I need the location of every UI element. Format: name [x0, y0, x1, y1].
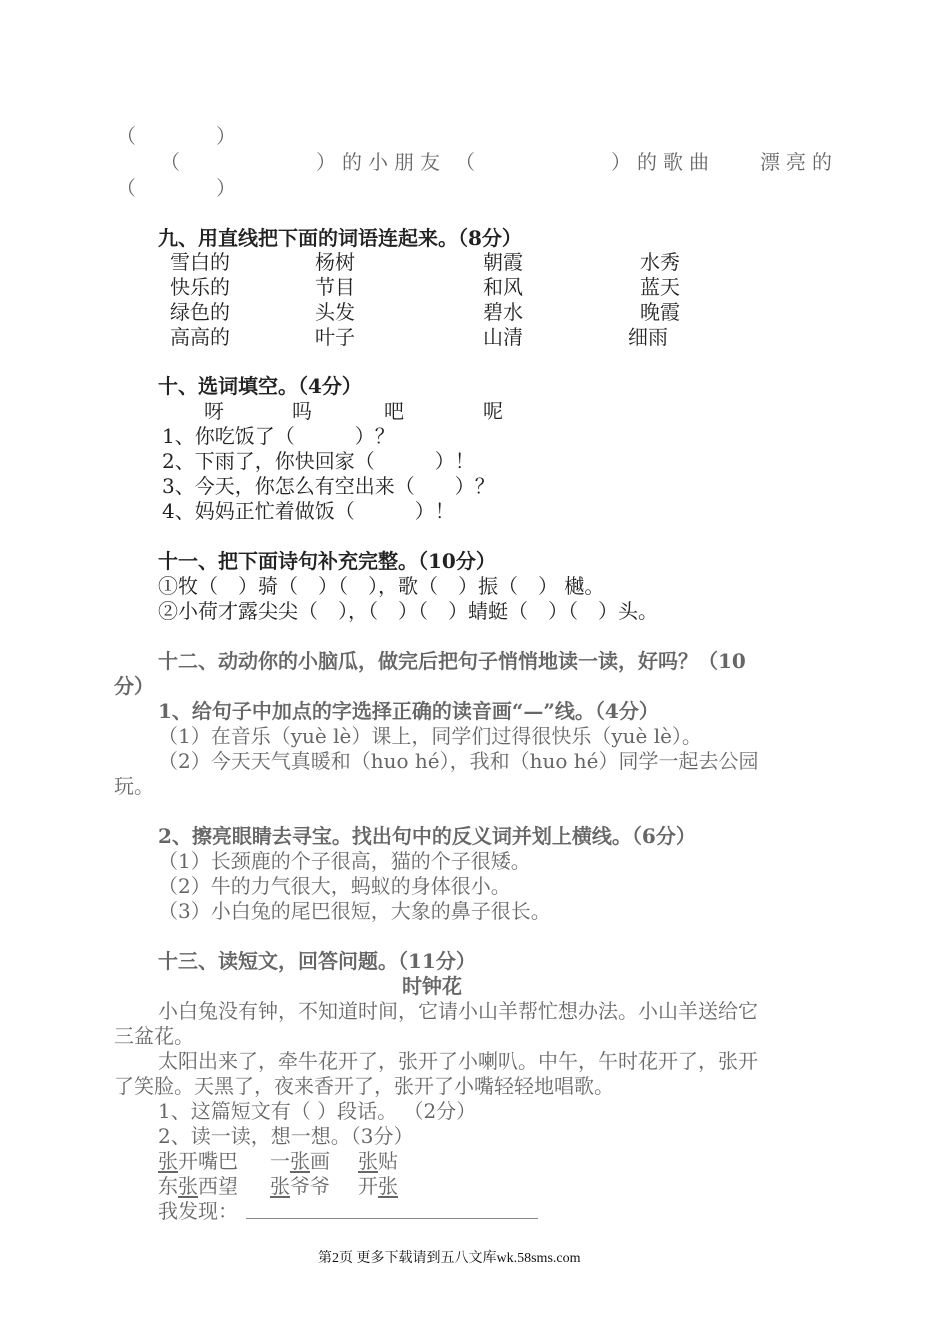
q9-word: 节目 — [315, 275, 355, 299]
q13-story-title: 时钟花 — [402, 974, 462, 998]
q9-title: 九、用直线把下面的词语连起来。（8分） — [158, 226, 522, 250]
q10-item: 4、妈妈正忙着做饭（ ）！ — [162, 499, 455, 523]
top-blank-little-friend: （ ）的小朋友 — [160, 150, 446, 174]
q12-sub2-title: 2、擦亮眼睛去寻宝。找出句中的反义词并划上横线。（6分） — [158, 824, 696, 848]
q9-word: 高高的 — [170, 325, 230, 349]
q12-title-cont: 分） — [114, 674, 154, 698]
q13-para2-cont: 了笑脸。天黑了，夜来香开了，张开了小嘴轻轻地唱歌。 — [114, 1074, 614, 1098]
top-blank-2: （ ） — [116, 176, 236, 200]
q9-word: 杨树 — [315, 250, 355, 274]
q11-line-2: ②小荷才露尖尖（ ），（ ）（ ）蜻蜓（ ）（ ）头。 — [158, 599, 658, 623]
q12-sub2-item: （2）牛的力气很大，蚂蚁的身体很小。 — [158, 874, 511, 898]
q12-sub2-item: （3）小白兔的尾巴很短，大象的鼻子很长。 — [158, 899, 551, 923]
q10-option: 吗 — [292, 399, 312, 423]
q10-option: 呀 — [204, 399, 224, 423]
q13-word: 开张 — [358, 1174, 398, 1198]
q11-title: 十一、把下面诗句补充完整。（10分） — [158, 549, 496, 573]
top-pretty: 漂亮的 — [760, 150, 838, 174]
q13-word: 张开嘴巴 — [158, 1149, 238, 1173]
q9-word: 水秀 — [640, 250, 680, 274]
q9-word: 细雨 — [628, 325, 668, 349]
q13-title: 十三、读短文，回答问题。（11分） — [158, 949, 476, 973]
q9-word: 绿色的 — [170, 300, 230, 324]
q9-word: 晚霞 — [640, 300, 680, 324]
q9-word: 碧水 — [483, 300, 523, 324]
q9-word: 快乐的 — [170, 275, 230, 299]
q9-word: 头发 — [315, 300, 355, 324]
q13-para1: 小白兔没有钟，不知道时间，它请小山羊帮忙想办法。小山羊送给它 — [158, 999, 758, 1023]
q12-sub2-item: （1）长颈鹿的个子很高，猫的个子很矮。 — [158, 849, 531, 873]
q12-sub1-item-cont: 玩。 — [114, 774, 154, 798]
q9-word: 朝霞 — [483, 250, 523, 274]
q12-sub1-item: （2）今天天气真暖和（huo hé），我和（huo hé）同学一起去公园 — [158, 749, 759, 773]
q9-word: 山清 — [483, 325, 523, 349]
q13-question-2: 2、读一读，想一想。（3分） — [158, 1124, 414, 1148]
q10-item: 3、今天，你怎么有空出来（ ）？ — [162, 474, 495, 498]
q12-sub1-title: 1、给句子中加点的字选择正确的读音画“—”线。（4分） — [158, 699, 659, 723]
q13-para2: 太阳出来了，牵牛花开了，张开了小喇叭。中午，午时花开了，张开 — [158, 1049, 758, 1073]
q13-word: 张贴 — [358, 1149, 398, 1173]
top-blank-song: （ ）的歌曲 — [455, 150, 715, 174]
q10-item: 1、你吃饭了（ ）？ — [162, 424, 395, 448]
q10-option: 吧 — [384, 399, 404, 423]
q13-word: 一张画 — [270, 1149, 330, 1173]
q11-line-1: ①牧（ ）骑（ ）（ ），歌（ ）振（ ） 樾。 — [158, 574, 605, 598]
q10-option: 呢 — [483, 399, 503, 423]
q9-word: 叶子 — [315, 325, 355, 349]
q12-title: 十二、动动你的小脑瓜，做完后把句子悄悄地读一读，好吗？（10 — [158, 649, 746, 673]
q9-word: 和风 — [483, 275, 523, 299]
q9-word: 雪白的 — [170, 250, 230, 274]
q13-found-label: 我发现： — [158, 1199, 238, 1223]
q12-sub1-item: （1）在音乐（yuè lè）课上，同学们过得很快乐（yuè lè）。 — [158, 724, 702, 748]
q10-item: 2、下雨了，你快回家（ ）！ — [162, 449, 475, 473]
page-footer: 第2页 更多下载请到五八文库wk.58sms.com — [318, 1251, 581, 1266]
q13-para1-cont: 三盆花。 — [114, 1024, 194, 1048]
q13-word: 东张西望 — [158, 1174, 238, 1198]
q13-question-1: 1、这篇短文有（ ）段话。 （2分） — [158, 1099, 477, 1123]
q13-word: 张爷爷 — [270, 1174, 330, 1198]
top-blank-1: （ ） — [116, 124, 236, 148]
q13-found-answer-line[interactable] — [246, 1218, 538, 1219]
q9-word: 蓝天 — [640, 275, 680, 299]
q10-title: 十、选词填空。（4分） — [158, 374, 362, 398]
